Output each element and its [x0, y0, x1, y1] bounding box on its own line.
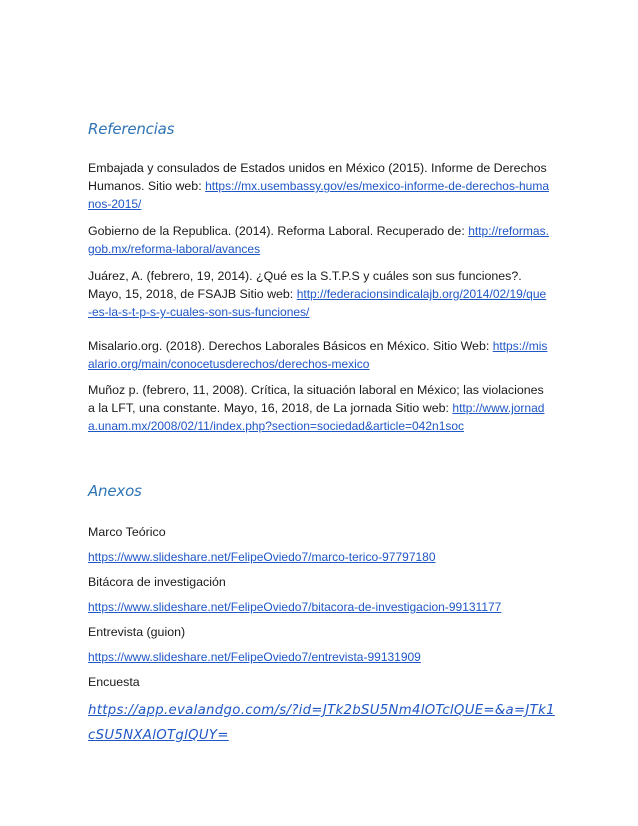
reference-text: Embajada y consulados de Estados unidos en México (2015). Informe de Derechos Humanos. Sitio web: — [88, 161, 547, 193]
reference-link[interactable]: http://reformas.gob.mx/reforma-laboral/avances — [88, 224, 549, 256]
references-heading: Referencias — [88, 120, 175, 138]
annex-link[interactable]: https://www.slideshare.net/FelipeOviedo7/bitacora-de-investigacion-99131177 — [88, 600, 502, 614]
annex-label: Encuesta — [88, 675, 140, 689]
reference-item — [88, 381, 550, 435]
annexes-heading: Anexos — [88, 482, 142, 500]
annex-link[interactable]: https://www.slideshare.net/FelipeOviedo7/marco-terico-97797180 — [88, 550, 436, 564]
annex-label: Entrevista (guion) — [88, 625, 186, 639]
reference-text: Gobierno de la Republica. (2014). Reforma Laboral. Recuperado de: — [88, 224, 469, 238]
survey-link[interactable]: https://app.evalandgo.com/s/?id=JTk2bSU5Nm4lOTclQUE=&a=JTk1cSU5NXAlOTglQUY= — [88, 703, 555, 743]
reference-item — [88, 267, 550, 321]
annex-label: Marco Teórico — [88, 525, 166, 539]
reference-item — [88, 337, 550, 373]
reference-item — [88, 159, 550, 213]
reference-link[interactable]: https://mx.usembassy.gov/es/mexico-informe-de-derechos-humanos-2015/ — [88, 179, 549, 211]
reference-link[interactable]: http://federacionsindicalajb.org/2014/02/19/que-es-la-s-t-p-s-y-cuales-son-sus-funciones/ — [88, 287, 547, 319]
reference-text: Misalario.org. (2018). Derechos Laborales Básicos en México. Sitio Web: — [88, 339, 493, 353]
annex-label: Bitácora de investigación — [88, 575, 226, 589]
reference-link[interactable]: https://misalario.org/main/conocetusderechos/derechos-mexico — [88, 339, 548, 371]
reference-text: Juárez, A. (febrero, 19, 2014). ¿Qué es la S.T.P.S y cuáles son sus funciones?. Mayo, 15, 2018, de FSAJB Sitio web: — [88, 269, 522, 301]
reference-link[interactable]: http://www.jornada.unam.mx/2008/02/11/index.php?section=sociedad&article=042n1soc — [88, 401, 545, 433]
annex-link[interactable]: https://www.slideshare.net/FelipeOviedo7/entrevista-99131909 — [88, 650, 421, 664]
reference-item — [88, 222, 550, 258]
reference-text: Muñoz p. (febrero, 11, 2008). Crítica, la situación laboral en México; las violaciones a la LFT, una constante. Mayo, 16, 2018, de La jornada Sitio web: — [88, 383, 544, 415]
